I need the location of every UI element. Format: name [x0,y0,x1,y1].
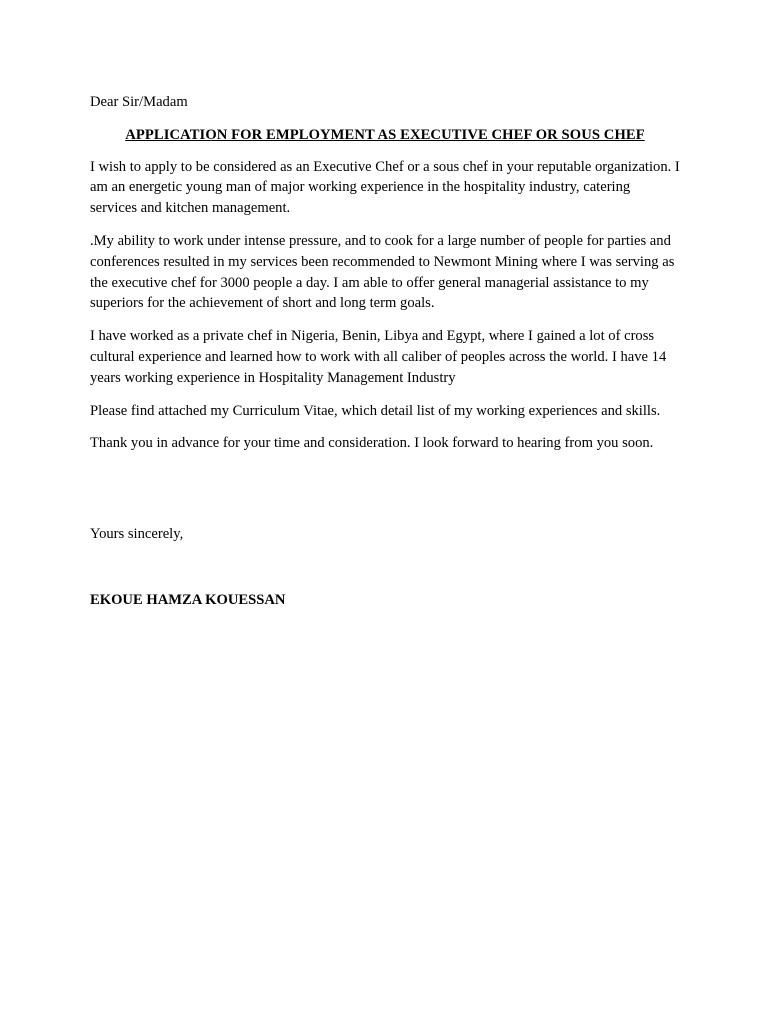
salutation: Dear Sir/Madam [90,94,188,110]
paragraph-intro: I wish to apply to be considered as an Executive Chef or a sous chef in your reputable organization. I am an energetic young man of major working experience in the hospitality industry, catering services and kitchen management. [90,158,680,217]
paragraph-thanks: Thank you in advance for your time and consideration. I look forward to hearing from you soon. [90,435,654,452]
paragraph-ability: .My ability to work under intense pressure, and to cook for a large number of people for parties and conferences resulted in my services been recommended to Newmont Mining where I was serving as the executive chef for 3000 people a day. I am able to offer general managerial assistance to my superiors for the achievement of short and long term goals. [90,232,675,312]
closing: Yours sincerely, [90,526,184,542]
paragraph-attachment: Please find attached my Curriculum Vitae, which detail list of my working experiences and skills. [90,402,661,419]
letter-subject: APPLICATION FOR EMPLOYMENT AS EXECUTIVE CHEF OR SOUS CHEF [125,126,645,143]
letter-body [90,92,680,608]
paragraph-experience: I have worked as a private chef in Nigeria, Benin, Libya and Egypt, where I gained a lot of cross cultural experience and learned how to work with all caliber of peoples across the world. I have 14 years working experience in Hospitality Management Industry [90,328,667,386]
signature-name: EKOUE HAMZA KOUESSAN [90,592,286,608]
